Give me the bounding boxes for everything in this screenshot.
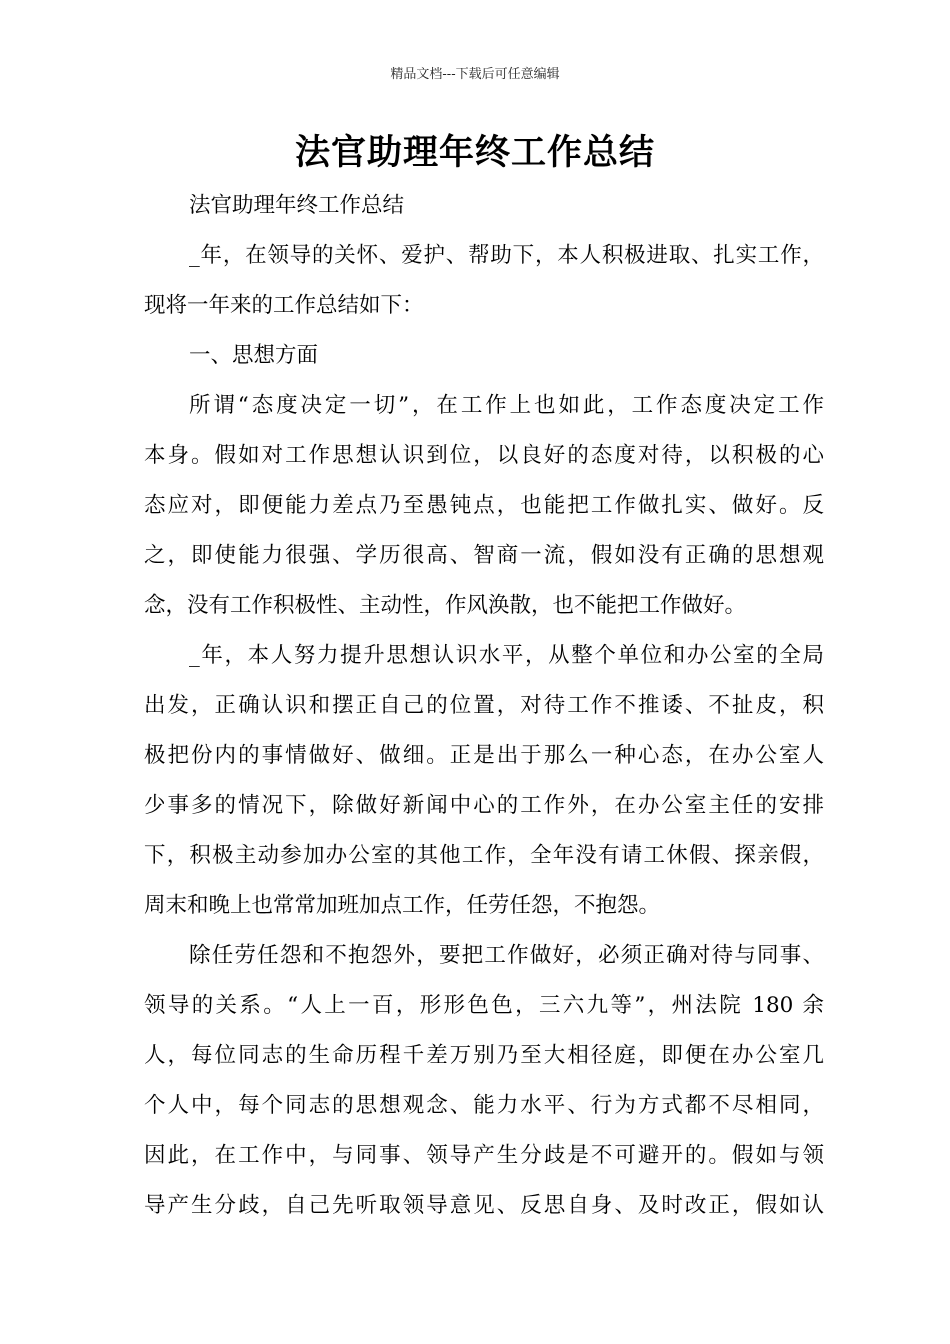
document-body (144, 181, 824, 1231)
paragraph-line: 之，即使能力很强、学历很高、智商一流，假如没有正确的思想观 (144, 543, 824, 568)
paragraph-line: 法官助理年终工作总结 (189, 193, 405, 218)
paragraph-line: _年，本人努力提升思想认识水平，从整个单位和办公室的全局 (189, 643, 824, 668)
paragraph-line: 人，每位同志的生命历程千差万别乃至大相径庭，即便在办公室几 (144, 1043, 824, 1068)
paragraph-line: 因此，在工作中，与同事、领导产生分歧是不可避开的。假如与领 (144, 1143, 824, 1168)
paragraph-line: 现将一年来的工作总结如下： (144, 293, 424, 318)
paragraph-line: _年，在领导的关怀、爱护、帮助下，本人积极进取、扎实工作， (189, 243, 824, 268)
paragraph-line: 下，积极主动参加办公室的其他工作，全年没有请工休假、探亲假， (144, 843, 824, 868)
paragraph-line: 出发，正确认识和摆正自己的位置，对待工作不推诿、不扯皮，积 (144, 693, 824, 718)
section-heading: 一、思想方面 (189, 343, 319, 368)
paragraph-line: 导产生分歧，自己先听取领导意见、反思自身、及时改正，假如认 (144, 1193, 824, 1218)
paragraph-line: 周末和晚上也常常加班加点工作，任劳任怨，不抱怨。 (144, 893, 661, 918)
paragraph-line: 除任劳任怨和不抱怨外，要把工作做好，必须正确对待与同事、 (189, 943, 824, 968)
paragraph-line: 领导的关系。“人上一百，形形色色，三六九等”，州法院 180 余 (144, 993, 824, 1018)
header-note: 精品文档---下载后可任意编辑 (390, 67, 560, 82)
paragraph-line: 极把份内的事情做好、做细。正是出于那么一种心态，在办公室人 (144, 743, 824, 768)
paragraph-line: 所谓“态度决定一切”，在工作上也如此，工作态度决定工作 (189, 393, 824, 418)
paragraph-line: 个人中，每个同志的思想观念、能力水平、行为方式都不尽相同， (144, 1093, 824, 1118)
paragraph-line: 本身。假如对工作思想认识到位，以良好的态度对待，以积极的心 (144, 443, 824, 468)
paragraph-line: 少事多的情况下，除做好新闻中心的工作外，在办公室主任的安排 (144, 793, 824, 818)
paragraph-line: 念，没有工作积极性、主动性，作风涣散，也不能把工作做好。 (144, 593, 747, 618)
document-title: 法官助理年终工作总结 (294, 133, 655, 173)
paragraph-line: 态应对，即便能力差点乃至愚钝点，也能把工作做扎实、做好。反 (144, 493, 824, 518)
